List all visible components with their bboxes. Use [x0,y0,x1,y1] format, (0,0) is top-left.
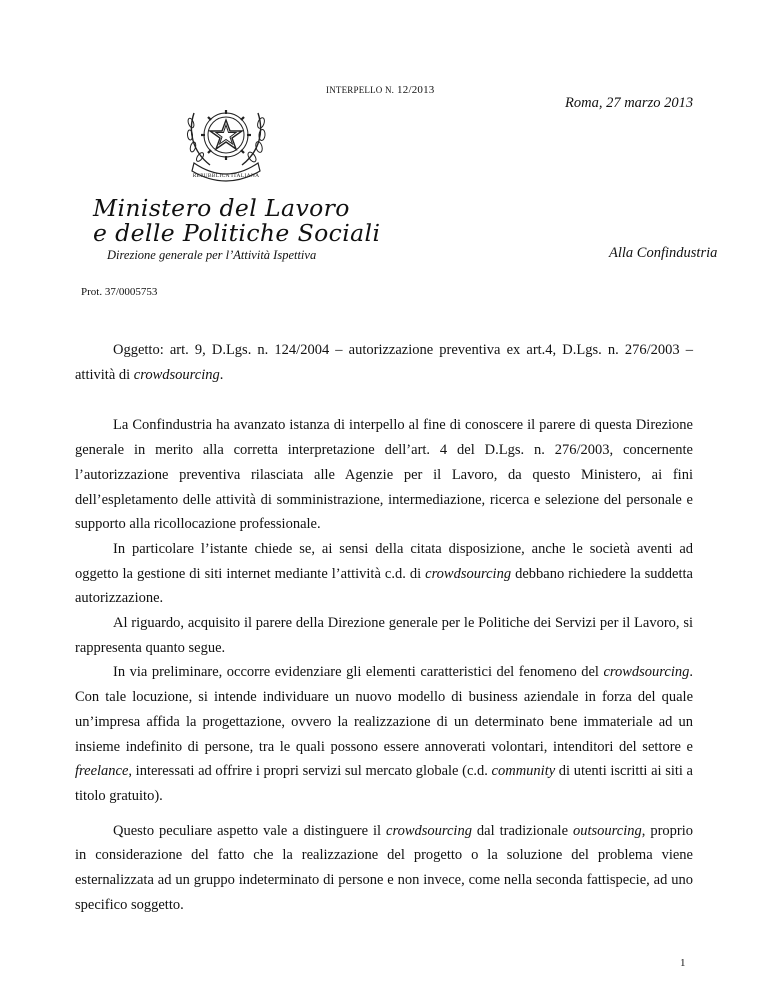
paragraph-question: In particolare l’istante chiede se, ai sensi della citata disposizione, anche le società aventi ad oggetto la gestione di siti internet mediante l’attività c.d. di crowdsourcing debbano richiedere la suddetta autorizzazione. [75,540,693,607]
place-date: Roma, 27 marzo 2013 [565,95,694,111]
paragraph-request: La Confindustria ha avanzato istanza di interpello al fine di conoscere il parere di questa Direzione generale in merito alla corretta interpretazione dell’art. 4 del D.Lgs. n. 276/2003, concernente l’autorizzazione preventiva rilasciata alle Agenzie per il Lavoro, da questo Ministero, ai fini dell’espletamento delle attività di somministrazione, intermediazione, ricerca e selezione del personale e supporto alla ricollocazione professionale. [75,417,693,533]
ministry-name [93,196,380,246]
ministry-line-2: e delle Politiche Sociali [93,219,381,247]
letter-body [75,338,693,917]
paragraph-definition: In via preliminare, occorre evidenziare gli elementi caratteristici del fenomeno del crowdsourcing. Con tale locuzione, si intende individuare un nuovo modello di business aziendale in forza del quale un’impresa affida la progettazione, ovvero la realizzazione di un determinato bene immateriale ad un insieme indefinito di persone, tra le quali possono essere annoverati volontari, intenditori del settore e freelance, interessati ad offrire i propri servizi sul mercato globale (c.d. community di utenti iscritti ai siti a titolo gratuito). [75,664,693,804]
direzione-label: Direzione generale per l’Attività Ispettiva [107,248,317,262]
emblem-icon [180,93,272,183]
page-number: 1 [680,957,686,969]
interpello-value: 12/2013 [397,84,435,96]
interpello-number [326,84,435,96]
paragraph-distinction: Questo peculiare aspetto vale a distinguere il crowdsourcing dal tradizionale outsourcing, proprio in considerazione del fatto che la realizzazione del progetto o la soluzione del problema viene esternalizzata ad un gruppo indeterminato di persone e non invece, come nella seconda fattispecie, ad uno specifico soggetto. [75,822,693,913]
recipient: Alla Confindustria [609,245,718,261]
subject-paragraph: Oggetto: art. 9, D.Lgs. n. 124/2004 – autorizzazione preventiva ex art.4, D.Lgs. n. 276/2003 – attività di crowdsourcing. [75,342,693,383]
protocol-number: Prot. 37/0005753 [81,286,158,298]
interpello-prefix: INTERPELLO N. [326,85,395,95]
paragraph-opinion: Al riguardo, acquisito il parere della Direzione generale per le Politiche dei Servizi per il Lavoro, si rappresenta quanto segue. [75,615,693,656]
emblem-ring-text: REPUBBLICA ITALIANA [192,173,260,179]
ministry-line-1: Ministero del Lavoro [93,194,350,222]
